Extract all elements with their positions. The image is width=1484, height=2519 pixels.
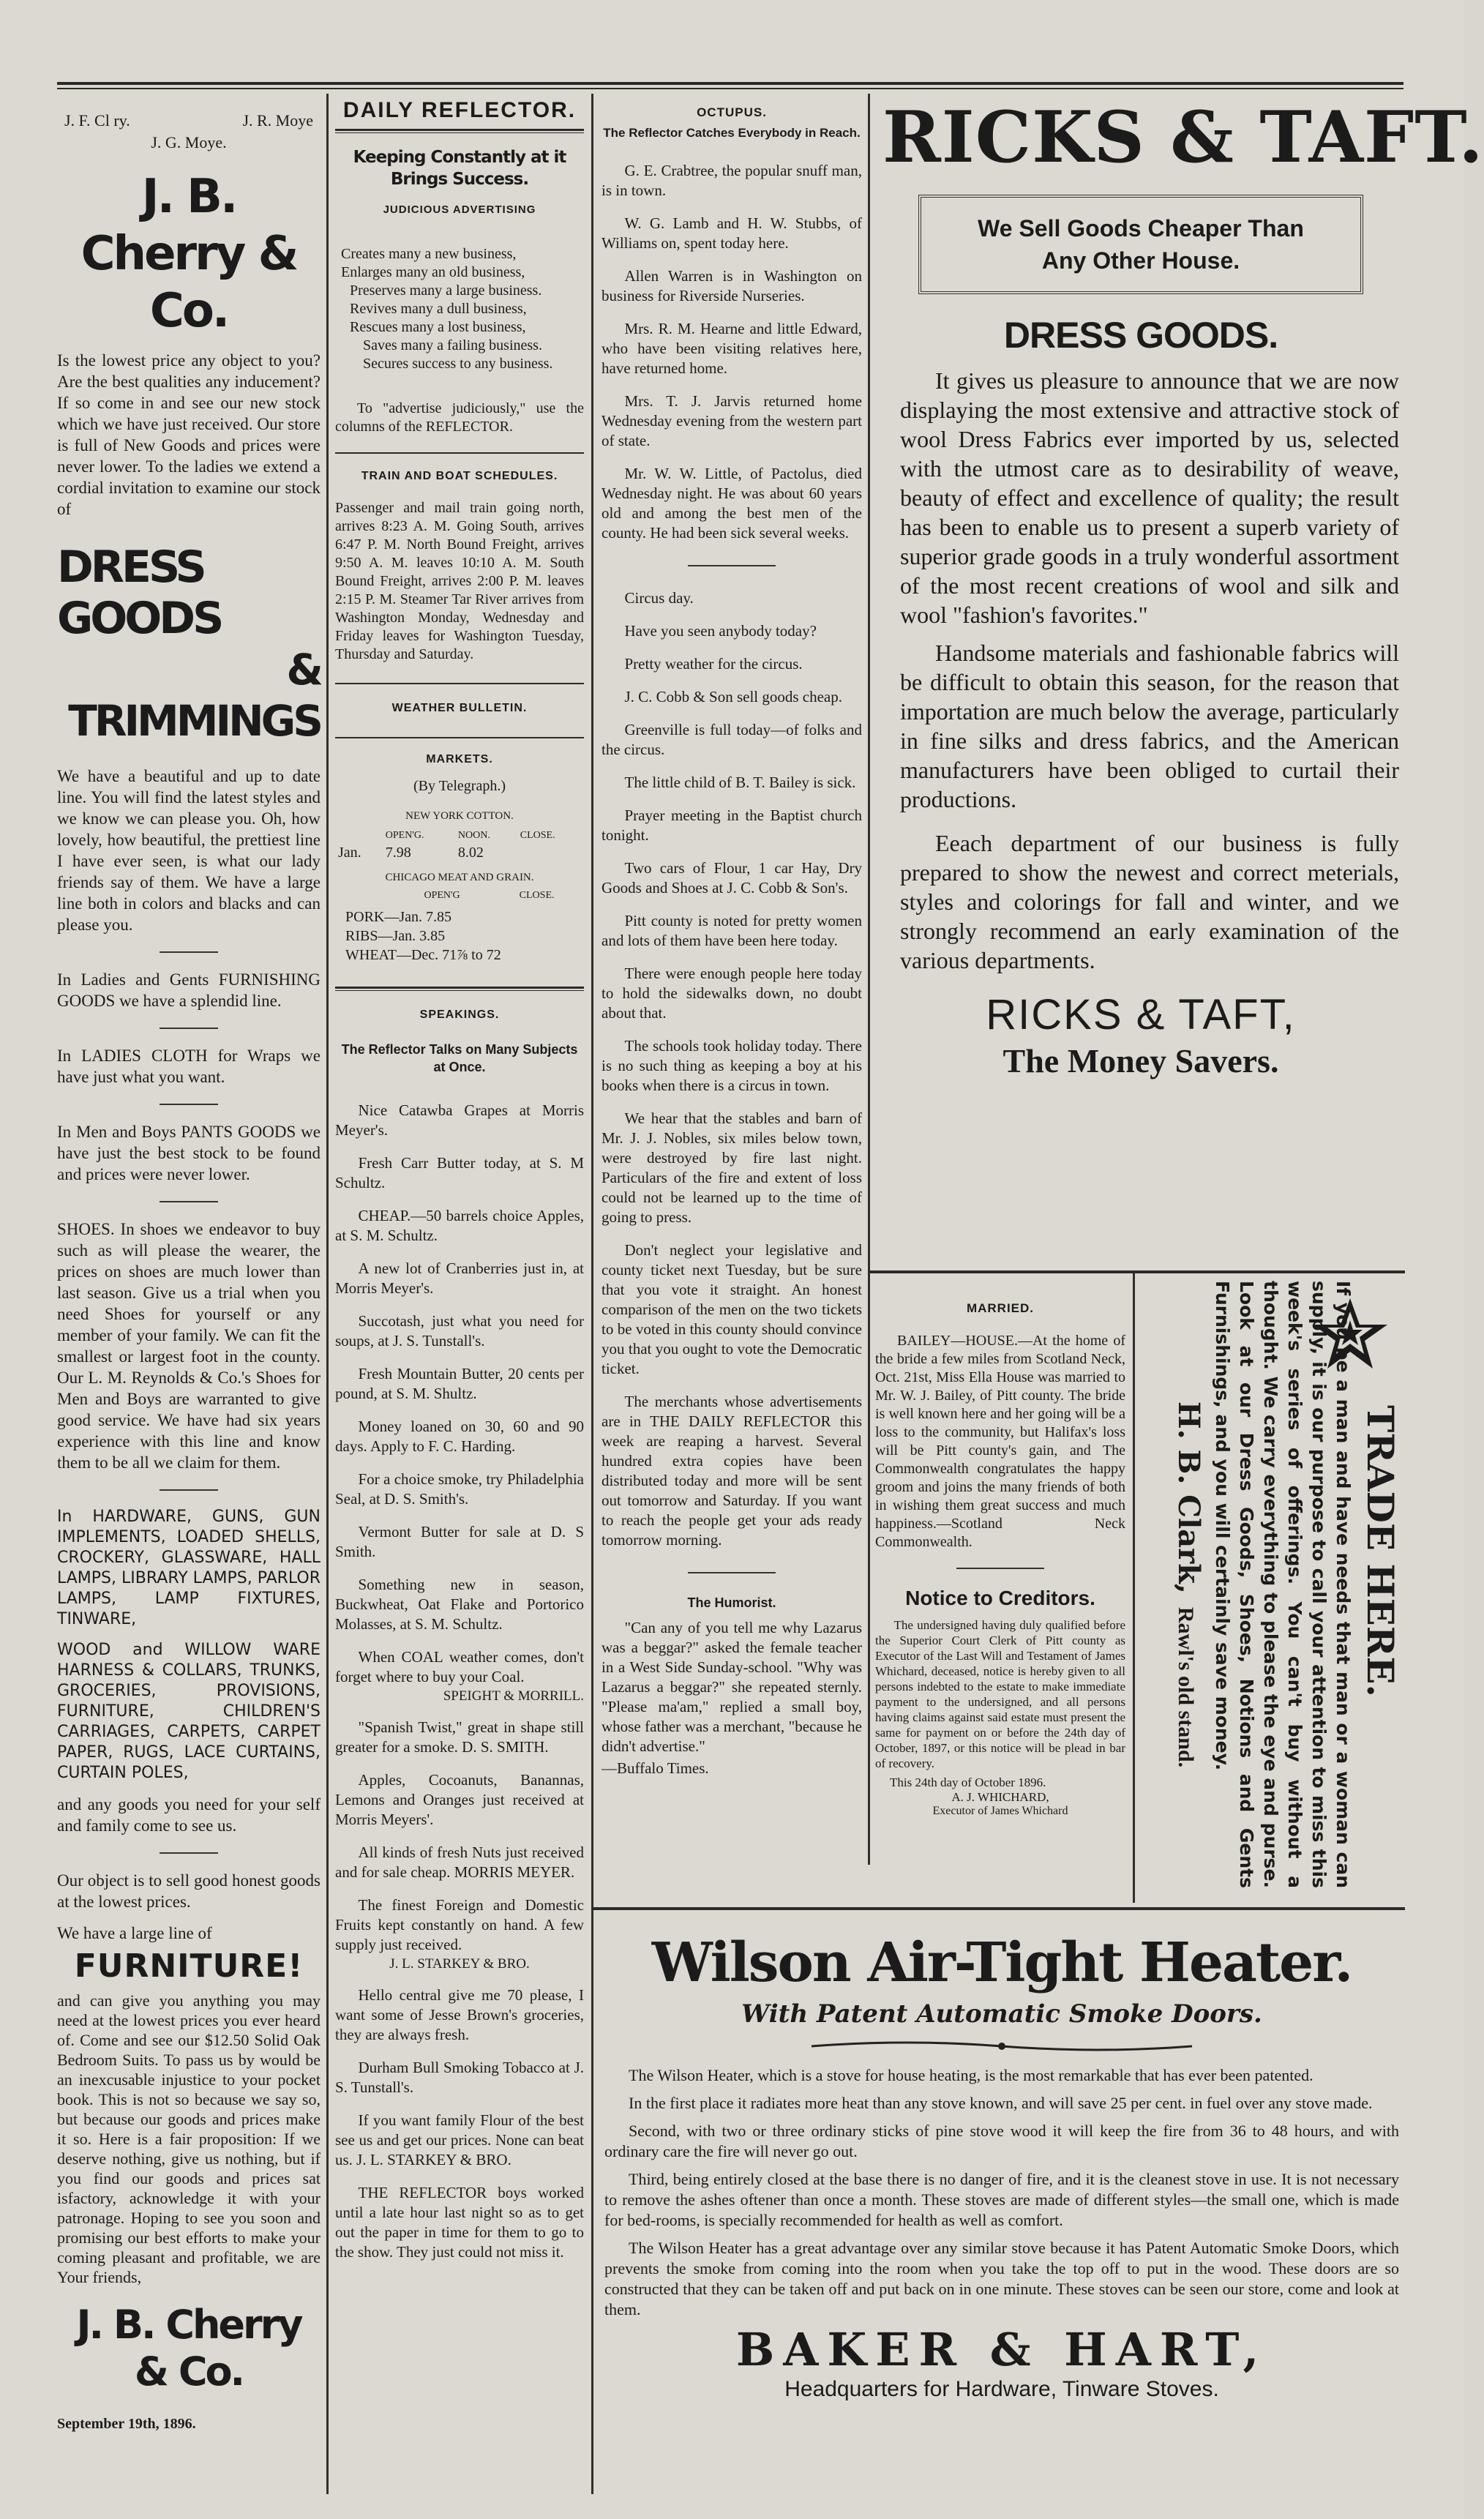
object-text: Our object is to sell good honest goods at the lowest prices. xyxy=(57,1871,321,1911)
rule xyxy=(335,737,584,738)
personal-item: G. E. Crabtree, the popular snuff man, is in town. xyxy=(602,162,862,199)
furniture-text: and can give you anything you may need at the lowest prices you ever heard of. Come and see our $12.50 Solid Oak Bedroom Suits. To pass us by would be an inexcusable injustice to your pocket book. This is not so because we say so, but because our goods and prices make it so. Here is a fair proposition: If we deserve nothing, give us nothing, but if you find our goods and prices sat isfactory, acknowledge it with your patronage. Hoping to see you soon and promising our best efforts to make your coming pleasant and profitable, we are Your friends, xyxy=(57,1991,321,2286)
octupus-heading: OCTUPUS. xyxy=(697,105,767,119)
judicious-list xyxy=(341,245,584,373)
furnishing-text: In Ladies and Gents FURNISHING GOODS we have a splendid line. xyxy=(57,970,321,1010)
ricks-taft-title: RICKS & TAFT. xyxy=(882,96,1484,179)
intro-text: Is the lowest price any object to you? Are the best qualities any inducement? If so come in and see our new stock which we have just received. Our store is full of New Goods and prices were never lower. To the ladies we extend a cordial invitation to examine our stock of xyxy=(57,351,321,518)
local-item: When COAL weather comes, don't forget where to buy your Coal. xyxy=(335,1648,584,1685)
wood-list: WOOD and WILLOW WARE HARNESS & COLLARS, TRUNKS, GROCERIES, PROVISIONS, FURNITURE, CHILDREN'S CARRIAGES, CARPETS, CARPET PAPER, RUGS, LACE CURTAINS, CURTAIN POLES, xyxy=(57,1641,321,1782)
date-line: September 19th, 1896. xyxy=(57,2416,196,2432)
train-heading: TRAIN AND BOAT SCHEDULES. xyxy=(361,470,558,482)
divider xyxy=(688,1572,776,1573)
wilson-paragraph: Third, being entirely closed at the base there is no danger of fire, and it is the cleanest stove in use. It is not necessary to remove the ashes oftener than once a month. These stoves are made of different styles—the small one, which is made for bed-rooms, is specially recommended for health as well as comfort. xyxy=(604,2170,1399,2229)
local-item: The merchants whose advertisements are in THE DAILY REFLECTOR this week are reaping a harvest. Several hundred extra copies have been distributed today and more will be sent out tomorrow and Saturday. If you want to reach the people get your ads ready tomorrow morning. xyxy=(602,1393,862,1549)
proprietor-name: J. F. Cl ry. xyxy=(64,111,130,130)
rule xyxy=(335,452,584,454)
local-item: For a choice smoke, try Philadelphia Seal, at D. S. Smith's. xyxy=(335,1470,584,1508)
local-item: Vermont Butter for sale at D. S Smith. xyxy=(335,1523,584,1560)
table-row: PORK—Jan. 7.85 xyxy=(345,909,452,925)
table-cell: 7.98 xyxy=(385,845,411,861)
furniture-heading: FURNITURE! xyxy=(74,1947,304,1985)
baker-hart-name: BAKER & HART, xyxy=(735,2323,1268,2376)
cheaper-text: Any Other House. xyxy=(1041,247,1240,274)
local-item: There were enough people here today to hold the sidewalks down, no doubt about that. xyxy=(602,965,862,1022)
by-telegraph: (By Telegraph.) xyxy=(413,778,506,794)
cotton-heading: NEW YORK COTTON. xyxy=(405,810,514,822)
local-item: THE REFLECTOR boys worked until a late hour last night so as to get out the paper in time for them to go to the show. They just could not miss it. xyxy=(335,2184,584,2261)
dress-goods-text: We have a beautiful and up to date line. You will find the latest styles and we know we can please you. Oh, how lovely, how beautiful, the prettiest line I have ever seen, is what our lady friends say of them. We have a large line both in colors and blacks and can please you. xyxy=(57,767,321,934)
local-item: Nice Catawba Grapes at Morris Meyer's. xyxy=(335,1101,584,1139)
personal-item: Mrs. T. J. Jarvis returned home Wednesday evening from the western part of state. xyxy=(602,392,862,449)
divider xyxy=(956,1568,1044,1569)
judicious-line: Enlarges many an old business, xyxy=(341,264,525,280)
shoes-text: SHOES. In shoes we endeavor to buy such as will please the wearer, the prices on shoes are much lower than last season. Give us a trial when you need Shoes for yourself or any member of your family. We can fit the smallest or largest foot in the county. Our L. M. Reynolds & Co.'s Shoes for Men and Boys are warranted to give good service. We have had six years experience with this line and know them to be all we claim for them. xyxy=(57,1220,321,1472)
humorist-source: —Buffalo Times. xyxy=(602,1759,709,1777)
chicago-heading: CHICAGO MEAT AND GRAIN. xyxy=(385,872,534,883)
local-item: All kinds of fresh Nuts just received and for sale cheap. MORRIS MEYER. xyxy=(335,1844,584,1881)
rule xyxy=(335,987,584,989)
table-cell: Jan. xyxy=(338,845,361,861)
creditors-date: This 24th day of October 1896. xyxy=(890,1775,1046,1789)
wilson-paragraph: In the first place it radiates more heat than any stove known, and will save 25 per cent. in fuel over any stove made. xyxy=(629,2094,1373,2112)
signature: SPEIGHT & MORRILL. xyxy=(443,1688,584,1704)
wilson-paragraph: The Wilson Heater has a great advantage over any similar stove because it has Patent Automatic Smoke Doors, which prevents the smoke from coming into the room when you take the top off to put in the wood. These doors are so constructed that they can be taken off and put back on in one minute. These stoves can be seen our store, come and look at them. xyxy=(604,2239,1399,2318)
trimmings-heading: & TRIMMINGS xyxy=(68,645,321,746)
wilson-paragraph: Second, with two or three ordinary sticks of pine stove wood it will keep the fire from 36 to 48 hours, and with ordinary care the fire will never go out. xyxy=(604,2122,1399,2160)
local-item: If you want family Flour of the best see us and get our prices. None can beat us. J. L. STARKEY & BRO. xyxy=(335,2111,584,2168)
cheaper-text: We Sell Goods Cheaper Than xyxy=(978,215,1304,242)
creditors-heading: Notice to Creditors. xyxy=(905,1587,1095,1609)
wilson-heater-ad xyxy=(599,1914,1405,2512)
humorist-heading: The Humorist. xyxy=(687,1595,776,1610)
wilson-subtitle: With Patent Automatic Smoke Doors. xyxy=(741,1999,1262,2029)
trade-title: TRADE HERE. xyxy=(1359,1405,1402,1697)
table-header: CLOSE. xyxy=(519,890,555,901)
ricks-taft-ad xyxy=(875,94,1484,1272)
wilson-title: Wilson Air-Tight Heater. xyxy=(651,1931,1352,1994)
local-item: The schools took holiday today. There is no such thing as keeping a boy at his books when there is a circus in town. xyxy=(602,1037,862,1094)
table-cell: 8.02 xyxy=(457,845,484,861)
rule xyxy=(335,683,584,684)
table-header: NOON. xyxy=(457,830,490,841)
ricks-paragraph: It gives us pleasure to announce that we are now displaying the most extensive and attractive stock of wool Dress Fabrics ever imported by us, selected with the utmost care as to desirability of weave, beauty of effect and excellence of quality; the result has been to enable us to present a superb variety of superior grade goods in a truly wonderful assortment of the most recent creations of wool and silk and wool "fashion's favorites." xyxy=(900,367,1399,628)
column-reflector xyxy=(335,94,584,2501)
local-item: Something new in season, Buckwheat, Oat Flake and Portorico Molasses, at S. M. Schultz. xyxy=(335,1576,584,1633)
table-row: RIBS—Jan. 3.85 xyxy=(345,928,446,944)
wilson-paragraph: The Wilson Heater, which is a stove for house heating, is the most remarkable that has ever been patented. xyxy=(629,2066,1314,2084)
executor-name: A. J. WHICHARD, xyxy=(951,1790,1049,1804)
local-item: Pretty weather for the circus. xyxy=(624,655,803,673)
proprietor-name: J. R. Moye xyxy=(242,111,313,130)
judicious-line: Secures success to any business. xyxy=(363,356,553,372)
column-cherry xyxy=(57,102,321,2510)
local-item: Succotash, just what you need for soups, at J. S. Tunstall's. xyxy=(335,1312,584,1350)
local-item: A new lot of Cranberries just in, at Morris Meyer's. xyxy=(335,1260,584,1297)
ladies-cloth-text: In LADIES CLOTH for Wraps we have just what you want. xyxy=(57,1047,321,1086)
local-item: The finest Foreign and Domestic Fruits kept constantly on hand. A few supply just received. xyxy=(335,1896,584,1953)
baker-hart-tagline: Headquarters for Hardware, Tinware Stoves. xyxy=(784,2377,1219,2401)
local-item: Money loaned on 30, 60 and 90 days. Apply to F. C. Harding. xyxy=(335,1418,584,1455)
large-line-text: We have a large line of xyxy=(57,1924,212,1942)
local-item: J. C. Cobb & Son sell goods cheap. xyxy=(624,688,842,705)
cheaper-box xyxy=(918,195,1363,294)
ricks-paragraph: Eeach department of our business is fully prepared to show the newest and correct meterials, styles and colorings for fall and winter, and we strongly recommend an early examination of the various departments. xyxy=(900,830,1399,973)
local-item: We hear that the stables and barn of Mr. J. J. Nobles, six miles below town, were destroyed by fire last night. Particulars of the fire and extent of loss could not be learned up to the time of going to press. xyxy=(602,1109,862,1226)
table-cell xyxy=(517,843,584,863)
local-item: Have you seen anybody today? xyxy=(624,622,817,640)
column-rule-4 xyxy=(1133,1273,1135,1903)
local-item: Prayer meeting in the Baptist church tonight. xyxy=(602,806,862,844)
rule xyxy=(868,1270,1405,1273)
trade-here-ad xyxy=(1142,1281,1405,1903)
judicious-line: Preserves many a large business. xyxy=(350,282,542,299)
humorist-text: "Can any of you tell me why Lazarus was a beggar?" asked the female teacher in a West Side Sunday-school. "Why was Lazarus a beggar?" she repeated sternly. "Please ma'am," replied a small boy, whose father was a merchant, "because he didn't advertise." xyxy=(602,1619,862,1755)
divider xyxy=(160,1852,218,1854)
local-item: "Spanish Twist," great in shape still greater for a smoke. D. S. SMITH. xyxy=(335,1718,584,1756)
speakings-heading: SPEAKINGS. xyxy=(419,1008,500,1021)
local-item: Apples, Cocoanuts, Banannas, Lemons and Oranges just received at Morris Meyers'. xyxy=(335,1771,584,1828)
personal-item: Mr. W. W. Little, of Pactolus, died Wednesday night. He was about 60 years old and among the best men of the county. He had been sick several weeks. xyxy=(602,465,862,542)
judicious-line: Creates many a new business, xyxy=(341,246,517,262)
local-item: Don't neglect your legislative and county ticket next Tuesday, but be sure that you vote it straight. An honest comparison of the men on the two tickets to be voted in this county should convince you that you ought to vote the Democratic ticket. xyxy=(602,1241,862,1377)
table-header: OPEN'G xyxy=(424,890,460,901)
creditors-text: The undersigned having duly qualified before the Superior Court Clerk of Pitt county as Executor of the Last Will and Testament of James Whichard, deceased, notice is hereby given to all persons indebted to the estate to make immediate payment to the undersigned, and all persons having claims against said estate must present the same for payment on or before the 24th day of October, 1897, or this notice will be plead in bar of recovery. xyxy=(875,1618,1125,1770)
train-text: Passenger and mail train going north, arrives 8:23 A. M. Going South, arrives 6:47 P. M. North Bound Freight, arrives 9:50 A. M. leaves 10:10 A. M. South Bound Freight, arrives 2:00 P. M. leaves 2:15 P. M. Steamer Tar River arrives from Washington Monday, Wednesday and Friday leaves for Washington Tuesday, Thursday and Saturday. xyxy=(335,500,584,662)
column-rule-1 xyxy=(326,94,329,2494)
local-item: Hello central give me 70 please, I want some of Jesse Brown's groceries, they are always fresh. xyxy=(335,1986,584,2043)
local-item: Durham Bull Smoking Tobacco at J. S. Tunstall's. xyxy=(335,2059,584,2096)
pants-text: In Men and Boys PANTS GOODS we have just the best stock to be found and prices were never lower. xyxy=(57,1123,321,1183)
local-item: Two cars of Flour, 1 car Hay, Dry Goods and Shoes at J. C. Cobb & Son's. xyxy=(602,859,862,897)
divider xyxy=(160,1104,218,1105)
local-item: Fresh Mountain Butter, 20 cents per pound, at S. M. Shultz. xyxy=(335,1365,584,1402)
trade-text: If you be a man and have needs that man or a woman can supply, it is our purpose to call your attention to miss this week's series of offerings. You can't buy without a thought. We carry everything to please the eye and purse. Look at our Dress Goods, Shoes, Notions and Gents Furnishings, and you will certainly save money. xyxy=(1212,1281,1354,1888)
ornament-icon xyxy=(812,2037,1192,2055)
divider xyxy=(160,951,218,953)
trade-rotated-block xyxy=(1142,1281,1405,1888)
executor-role: Executor of James Whichard xyxy=(932,1805,1068,1817)
local-item: The little child of B. T. Bailey is sick. xyxy=(624,774,856,791)
top-rule xyxy=(57,82,1404,85)
married-notice xyxy=(875,1282,1125,1912)
judicious-heading: JUDICIOUS ADVERTISING xyxy=(383,203,536,216)
divider xyxy=(160,1201,218,1202)
advertise-text: To "advertise judiciously," use the columns of the REFLECTOR. xyxy=(335,400,584,435)
rule xyxy=(335,129,584,131)
married-heading: MARRIED. xyxy=(966,1301,1035,1315)
footer-firm-name: J. B. Cherry & Co. xyxy=(76,2302,301,2395)
top-rule-thin xyxy=(57,88,1404,89)
personal-item: Allen Warren is in Washington on business for Riverside Nurseries. xyxy=(602,267,862,304)
judicious-line: Saves many a failing business. xyxy=(363,337,542,353)
married-text: BAILEY—HOUSE.—At the home of the bride a few miles from Scotland Neck, Oct. 21st, Miss Ella House was married to Mr. W. J. Bailey, of Pitt county. The bride is well known here and her going will be a loss to the community, but Halifax's loss will be Pitt county's gain, and The Commonwealth congratulates the happy groom and joins the many friends of both in wishing them great success and much happiness.—Scotland Neck Commonwealth. xyxy=(875,1333,1125,1550)
local-item: CHEAP.—50 barrels choice Apples, at S. M. Schultz. xyxy=(335,1207,584,1244)
divider xyxy=(160,1489,218,1491)
dress-goods-heading: DRESS GOODS. xyxy=(1003,315,1278,356)
judicious-line: Rescues many a lost business, xyxy=(350,319,526,335)
ricks-taft-signature: RICKS & TAFT, xyxy=(986,991,1296,1038)
octupus-subheading: The Reflector Catches Everybody in Reach. xyxy=(603,126,861,140)
rule xyxy=(591,1907,1405,1910)
divider xyxy=(688,565,776,566)
divider xyxy=(160,1028,218,1029)
personal-item: W. G. Lamb and H. W. Stubbs, of Williams on, spent today here. xyxy=(602,214,862,252)
judicious-line: Revives many a dull business, xyxy=(350,301,527,317)
dress-goods-heading: DRESS GOODS xyxy=(57,542,222,644)
trade-name: H. B. Clark, xyxy=(1172,1401,1206,1594)
table-row: WHEAT—Dec. 71⅞ to 72 xyxy=(345,947,501,963)
chicago-columns xyxy=(335,890,584,902)
rule xyxy=(335,990,584,991)
speakings-subheading: The Reflector Talks on Many Subjects at Once. xyxy=(341,1042,578,1074)
markets-heading: MARKETS. xyxy=(426,753,493,766)
cotton-table xyxy=(335,828,584,863)
ricks-paragraph: Handsome materials and fashionable fabrics will be difficult to obtain this season, for the reason that importation are much below the average, particularly in fine silks and dress fabrics, and the American manufacturers have been obliged to curtail their productions. xyxy=(900,640,1399,812)
column-rule-2 xyxy=(591,94,593,2494)
hardware-list: In HARDWARE, GUNS, GUN IMPLEMENTS, LOADED SHELLS, CROCKERY, GLASSWARE, HALL LAMPS, LIBRARY LAMPS, PARLOR LAMPS, LAMP FIXTURES, TINWARE, xyxy=(57,1508,321,1628)
table-header: CLOSE. xyxy=(520,830,555,841)
local-item: Greenville is full today—of folks and the circus. xyxy=(602,721,862,758)
rule xyxy=(335,132,584,133)
firm-name: J. B. Cherry & Co. xyxy=(80,170,297,338)
any-goods-text: and any goods you need for your self and family come to see us. xyxy=(57,1795,321,1835)
masthead: DAILY REFLECTOR. xyxy=(342,98,577,122)
local-item: Fresh Carr Butter today, at S. M Schultz. xyxy=(335,1154,584,1191)
trade-stand: Rawl's old stand. xyxy=(1174,1606,1198,1768)
column-rule-3 xyxy=(868,94,870,1865)
table-header xyxy=(335,828,383,843)
weather-heading: WEATHER BULLETIN. xyxy=(391,702,528,714)
signature: J. L. STARKEY & BRO. xyxy=(389,1956,530,1972)
chicago-rows xyxy=(335,907,584,965)
personal-item: Mrs. R. M. Hearne and little Edward, who have been visiting relatives here, have returned home. xyxy=(602,320,862,377)
headline: Keeping Constantly at it Brings Success. xyxy=(353,148,566,189)
local-item: Pitt county is noted for pretty women and lots of them have been here today. xyxy=(602,912,862,949)
local-item: Circus day. xyxy=(624,589,694,607)
money-savers: The Money Savers. xyxy=(1003,1042,1279,1079)
table-header: OPEN'G. xyxy=(385,830,424,841)
proprietor-name: J. G. Moye. xyxy=(151,133,227,151)
